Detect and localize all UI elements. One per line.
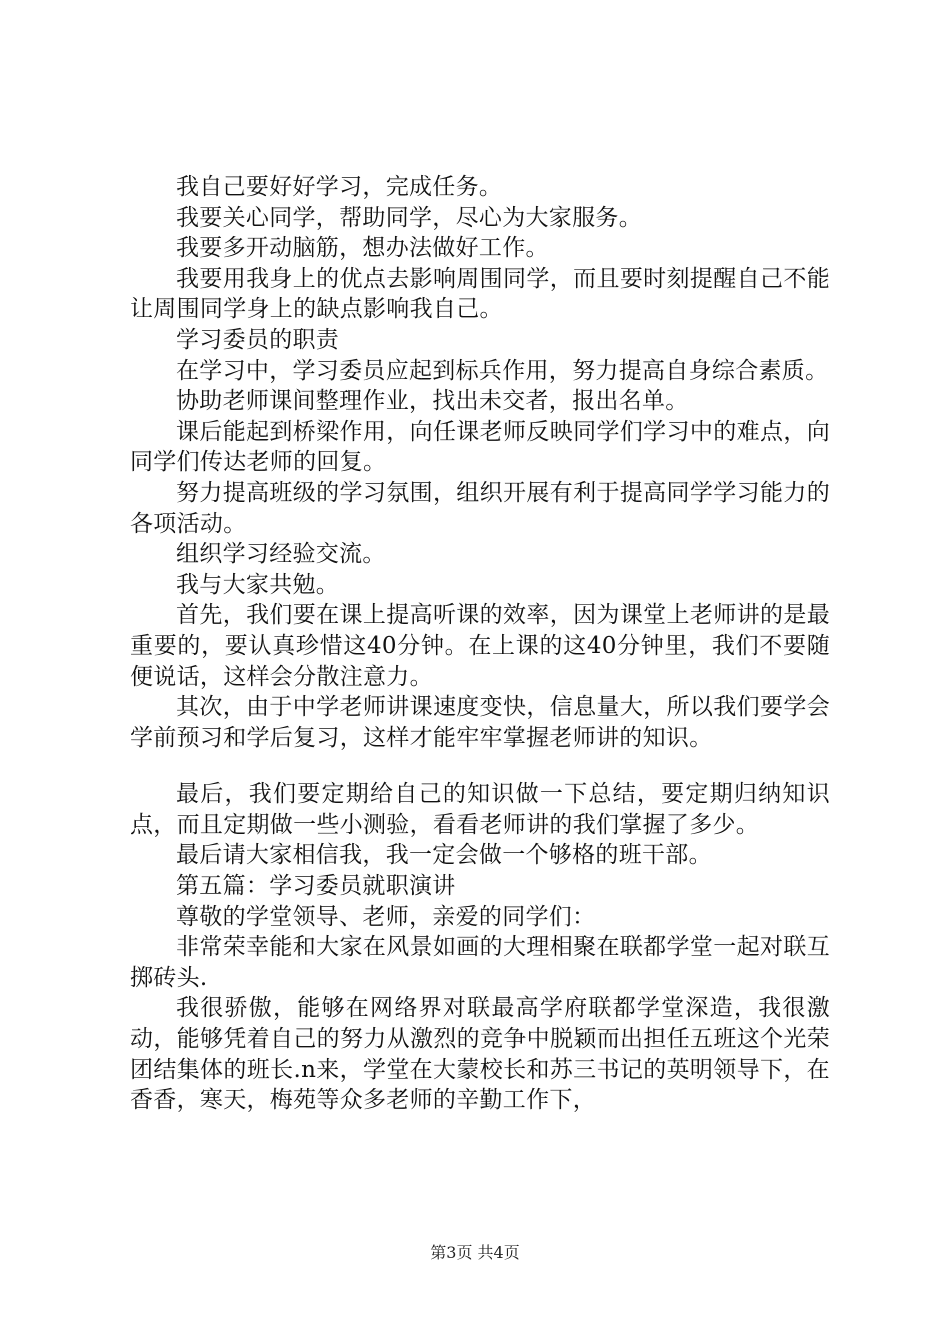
paragraph: 我要多开动脑筋，想办法做好工作。	[176, 235, 549, 262]
paragraph: 我要关心同学，帮助同学，尽心为大家服务。	[176, 204, 642, 231]
paragraph: 课后能起到桥梁作用，向任课老师反映同学们学习中的难点，向同学们传达老师的回复。	[130, 418, 830, 476]
document-body	[130, 172, 830, 1116]
paragraph: 其次，由于中学老师讲课速度变快，信息量大，所以我们要学会学前预习和学后复习，这样才能牢牢掌握老师讲的知识。	[130, 694, 830, 751]
paragraph: 我要用我身上的优点去影响周围同学，而且要时刻提醒自己不能让周围同学身上的缺点影响我自己。	[130, 265, 830, 323]
paragraph: 组织学习经验交流。	[176, 541, 386, 568]
page-number-footer: 第3页 共4页	[430, 1243, 520, 1262]
paragraph: 非常荣幸能和大家在风景如画的大理相聚在联都学堂一起对联互掷砖头.	[130, 934, 830, 991]
paragraph: 努力提高班级的学习氛围，组织开展有利于提高同学学习能力的各项活动。	[130, 479, 830, 537]
paragraph: 在学习中，学习委员应起到标兵作用，努力提高自身综合素质。	[176, 357, 829, 384]
paragraph: 我很骄傲，能够在网络界对联最高学府联都学堂深造，我很激动，能够凭着自己的努力从激烈的竞争中脱颖而出担任五班这个光荣团结集体的班长.n来，学堂在大蒙校长和苏三书记的英明领导下，在香香，寒天，梅苑等众多老师的辛勤工作下，	[130, 995, 830, 1114]
paragraph: 我自己要好好学习，完成任务。	[176, 174, 503, 200]
salutation: 尊敬的学堂领导、老师，亲爱的同学们：	[176, 903, 596, 930]
paragraph: 最后请大家相信我，我一定会做一个够格的班干部。	[176, 842, 712, 869]
paragraph: 最后，我们要定期给自己的知识做一下总结，要定期归纳知识点，而且定期做一些小测验，看看老师讲的我们掌握了多少。	[130, 781, 830, 838]
section-heading: 学习委员的职责	[176, 326, 340, 353]
section-heading: 第五篇：学习委员就职演讲	[176, 873, 456, 900]
paragraph: 首先，我们要在课上提高听课的效率，因为课堂上老师讲的是最重要的，要认真珍惜这40分钟。在上课的这40分钟里，我们不要随便说话，这样会分散注意力。	[130, 602, 830, 690]
paragraph: 协助老师课间整理作业，找出未交者，报出名单。	[176, 388, 689, 415]
paragraph: 我与大家共勉。	[176, 571, 340, 598]
